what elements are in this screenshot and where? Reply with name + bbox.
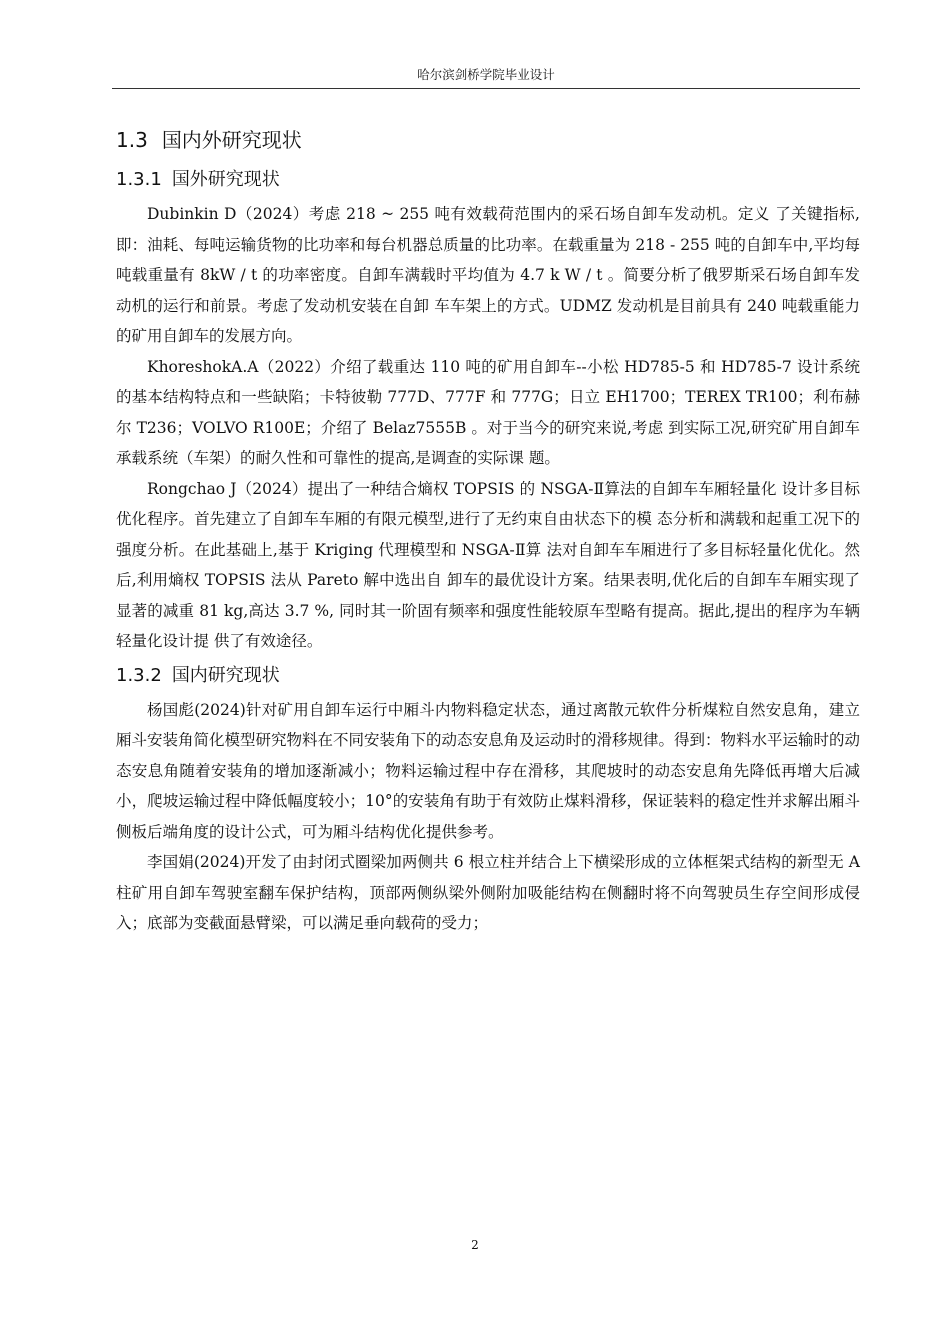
paragraph: Rongchao J（2024）提出了一种结合熵权 TOPSIS 的 NSGA-Ⅱ算法的自卸车车厢轻量化 设计多目标优化程序。首先建立了自卸车车厢的有限元模型,进行了无约束自由状态下的模 态分析和满载和起重工况下的强度分析。在此基础上,基于 Kriging 代理模型和 NSGA-Ⅱ算 法对自卸车车厢进行了多目标轻量化优化。然后,利用熵权 TOPSIS 法从 Pareto 解中选出自 卸车的最优设计方案。结果表明,优化后的自卸车车厢实现了显著的减重 81 kg,高达 3.7 %, 同时其一阶固有频率和强度性能较原车型略有提高。据此,提出的程序为车辆轻量化设计提 供了有效途径。 [116, 479, 860, 650]
page-number: 2 [471, 1238, 479, 1252]
subsection-title: 国外研究现状 [171, 169, 280, 190]
paragraph: Dubinkin D（2024）考虑 218 ~ 255 吨有效载荷范围内的采石场自卸车发动机。定义 了关键指标, 即：油耗、每吨运输货物的比功率和每台机器总质量的比功率。在载重量为 218 - 255 吨的自卸车中,平均每吨载重量有 8kW / t 的功率密度。自卸车满载时平均值为 4.7 k W / t 。简要分析了俄罗斯采石场自卸车发动机的运行和前景。考虑了发动机安装在自卸 车车架上的方式。UDMZ 发动机是目前具有 240 吨载重能力的矿用自卸车的发展方向。 [116, 205, 860, 345]
section-heading [116, 125, 860, 155]
section-title: 国内外研究现状 [161, 128, 302, 152]
paragraph: 李国娟(2024)开发了由封闭式圈梁加两侧共 6 根立柱并结合上下横梁形成的立体框架式结构的新型无 A 柱矿用自卸车驾驶室翻车保护结构，顶部两侧纵梁外侧附加吸能结构在侧翻时将不向驾驶员生存空间形成侵入；底部为变截面悬臂梁，可以满足垂向载荷的受力； [116, 853, 860, 932]
header-title: 哈尔滨剑桥学院毕业设计 [417, 67, 555, 82]
subsection-title: 国内研究现状 [171, 664, 280, 686]
document-body [116, 118, 860, 939]
paragraph: KhoreshokA.A（2022）介绍了载重达 110 吨的矿用自卸车--小松 HD785-5 和 HD785-7 设计系统的基本结构特点和一些缺陷；卡特彼勒 777D、777F 和 777G；日立 EH1700；TEREX TR100；利布赫尔 T236；VOLVO R100E；介绍了 Belaz7555B 。对于当今的研究来说,考虑 到实际工况,研究矿用自卸车承载系统（车架）的耐久性和可靠性的提高,是调查的实际课 题。 [116, 357, 860, 467]
subsection-heading-domestic [116, 661, 860, 691]
section-number: 1.3 [116, 128, 148, 152]
page-header [112, 64, 860, 89]
subsection-number: 1.3.1 [116, 169, 162, 190]
paragraph: 杨国彪(2024)针对矿用自卸车运行中厢斗内物料稳定状态，通过离散元软件分析煤粒自然安息角，建立厢斗安装角简化模型研究物料在不同安装角下的动态安息角及运动时的滑移规律。得到：物料水平运输时的动态安息角随着安装角的增加逐渐减小；物料运输过程中存在滑移，其爬坡时的动态安息角先降低再增大后减小，爬坡运输过程中降低幅度较小；10°的安装角有助于有效防止煤料滑移，保证装料的稳定性并求解出厢斗侧板后端角度的设计公式，可为厢斗结构优化提供参考。 [116, 700, 861, 841]
subsection-heading-foreign [116, 165, 860, 195]
subsection-number: 1.3.2 [116, 664, 162, 686]
